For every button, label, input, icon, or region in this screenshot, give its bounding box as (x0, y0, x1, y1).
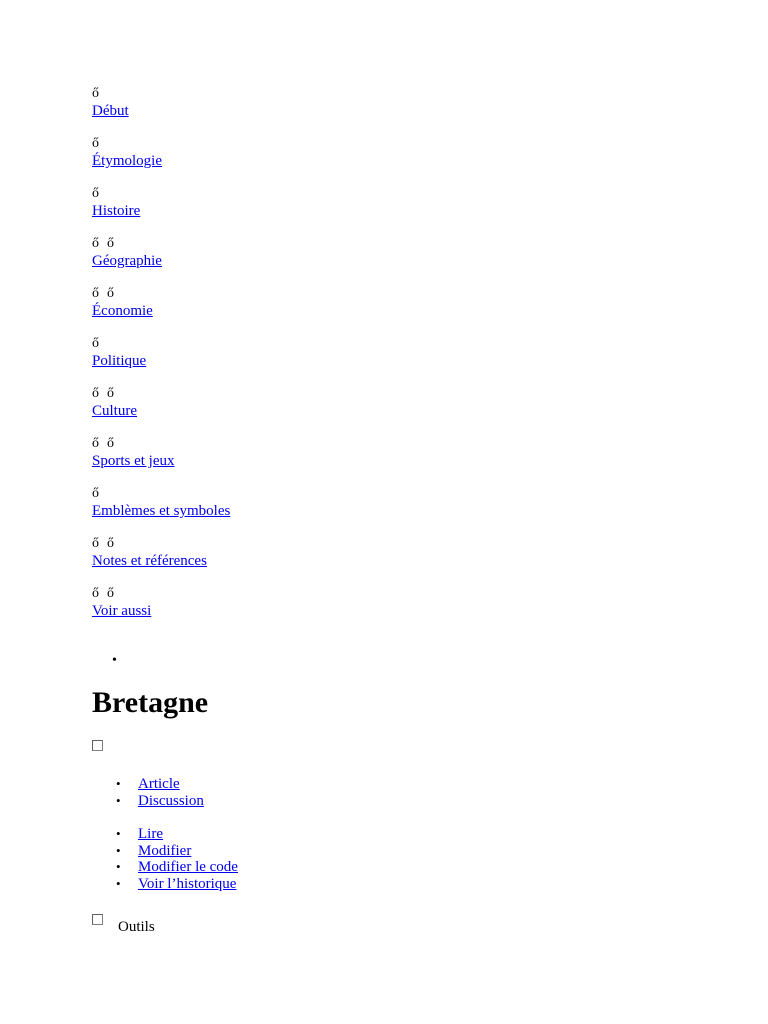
toggle-icon[interactable]: ő (92, 536, 99, 551)
toc-item-politique (92, 335, 492, 385)
tab-historique-link[interactable]: Voir l’historique (138, 876, 237, 893)
tab-historique (116, 876, 238, 893)
table-of-contents (92, 85, 492, 635)
language-menu-checkbox[interactable] (92, 740, 103, 751)
toc-item-voir-aussi (92, 585, 492, 635)
toc-item-economie (92, 285, 492, 335)
tab-article (116, 776, 204, 793)
toggle-icon[interactable]: ő (107, 586, 114, 601)
tab-modifier-code-link[interactable]: Modifier le code (138, 859, 238, 876)
view-tabs (116, 826, 238, 893)
toggle-icon[interactable]: ő (92, 186, 99, 201)
toggle-icon[interactable]: ő (92, 86, 99, 101)
toc-item-notes (92, 535, 492, 585)
toc-toggle-icons[interactable] (92, 485, 492, 503)
toggle-icon[interactable]: ő (107, 436, 114, 451)
toc-link-voir-aussi[interactable]: Voir aussi (92, 603, 152, 619)
empty-list-bullet: • (112, 653, 117, 668)
toggle-icon[interactable]: ő (92, 336, 99, 351)
toc-item-histoire (92, 185, 492, 235)
toc-item-debut (92, 85, 492, 135)
namespace-tabs (116, 776, 204, 809)
tab-modifier-link[interactable]: Modifier (138, 842, 192, 859)
toc-link-politique[interactable]: Politique (92, 353, 147, 369)
toc-link-notes[interactable]: Notes et références (92, 553, 207, 569)
toggle-icon[interactable]: ő (92, 386, 99, 401)
toc-toggle-icons[interactable] (92, 335, 492, 353)
toggle-icon[interactable]: ő (92, 236, 99, 251)
tab-discussion (116, 793, 204, 810)
toc-link-sports[interactable]: Sports et jeux (92, 453, 175, 469)
tab-article-link[interactable]: Article (138, 776, 180, 792)
toc-toggle-icons[interactable] (92, 235, 492, 253)
tab-lire-link[interactable]: Lire (138, 826, 163, 842)
toggle-icon[interactable]: ő (107, 236, 114, 251)
tab-discussion-link[interactable]: Discussion (138, 792, 204, 809)
page-title: Bretagne (92, 686, 209, 719)
toc-link-culture[interactable]: Culture (92, 403, 137, 419)
toc-link-histoire[interactable]: Histoire (92, 203, 141, 219)
tools-menu-checkbox[interactable] (92, 914, 103, 925)
toc-toggle-icons[interactable] (92, 535, 492, 553)
toc-item-culture (92, 385, 492, 435)
tab-modifier-code (116, 859, 238, 876)
toc-toggle-icons[interactable] (92, 385, 492, 403)
toc-toggle-icons[interactable] (92, 185, 492, 203)
toc-item-emblemes (92, 485, 492, 535)
toc-link-emblemes[interactable]: Emblèmes et symboles (92, 503, 231, 519)
toc-item-geographie (92, 235, 492, 285)
toc-item-etymologie (92, 135, 492, 185)
tab-lire (116, 826, 238, 843)
toggle-icon[interactable]: ő (92, 486, 99, 501)
toc-link-economie[interactable]: Économie (92, 303, 153, 319)
toc-link-debut[interactable]: Début (92, 103, 129, 119)
toggle-icon[interactable]: ő (107, 386, 114, 401)
toc-item-sports (92, 435, 492, 485)
toggle-icon[interactable]: ő (92, 436, 99, 451)
toggle-icon[interactable]: ő (92, 586, 99, 601)
toggle-icon[interactable]: ő (107, 286, 114, 301)
toc-link-geographie[interactable]: Géographie (92, 253, 162, 269)
toc-toggle-icons[interactable] (92, 435, 492, 453)
toc-link-etymologie[interactable]: Étymologie (92, 153, 162, 169)
toggle-icon[interactable]: ő (92, 136, 99, 151)
toc-toggle-icons[interactable] (92, 585, 492, 603)
tools-menu-label[interactable]: Outils (118, 919, 155, 935)
toc-toggle-icons[interactable] (92, 135, 492, 153)
tab-modifier (116, 843, 238, 860)
toggle-icon[interactable]: ő (92, 286, 99, 301)
toc-toggle-icons[interactable] (92, 85, 492, 103)
toc-toggle-icons[interactable] (92, 285, 492, 303)
toggle-icon[interactable]: ő (107, 536, 114, 551)
